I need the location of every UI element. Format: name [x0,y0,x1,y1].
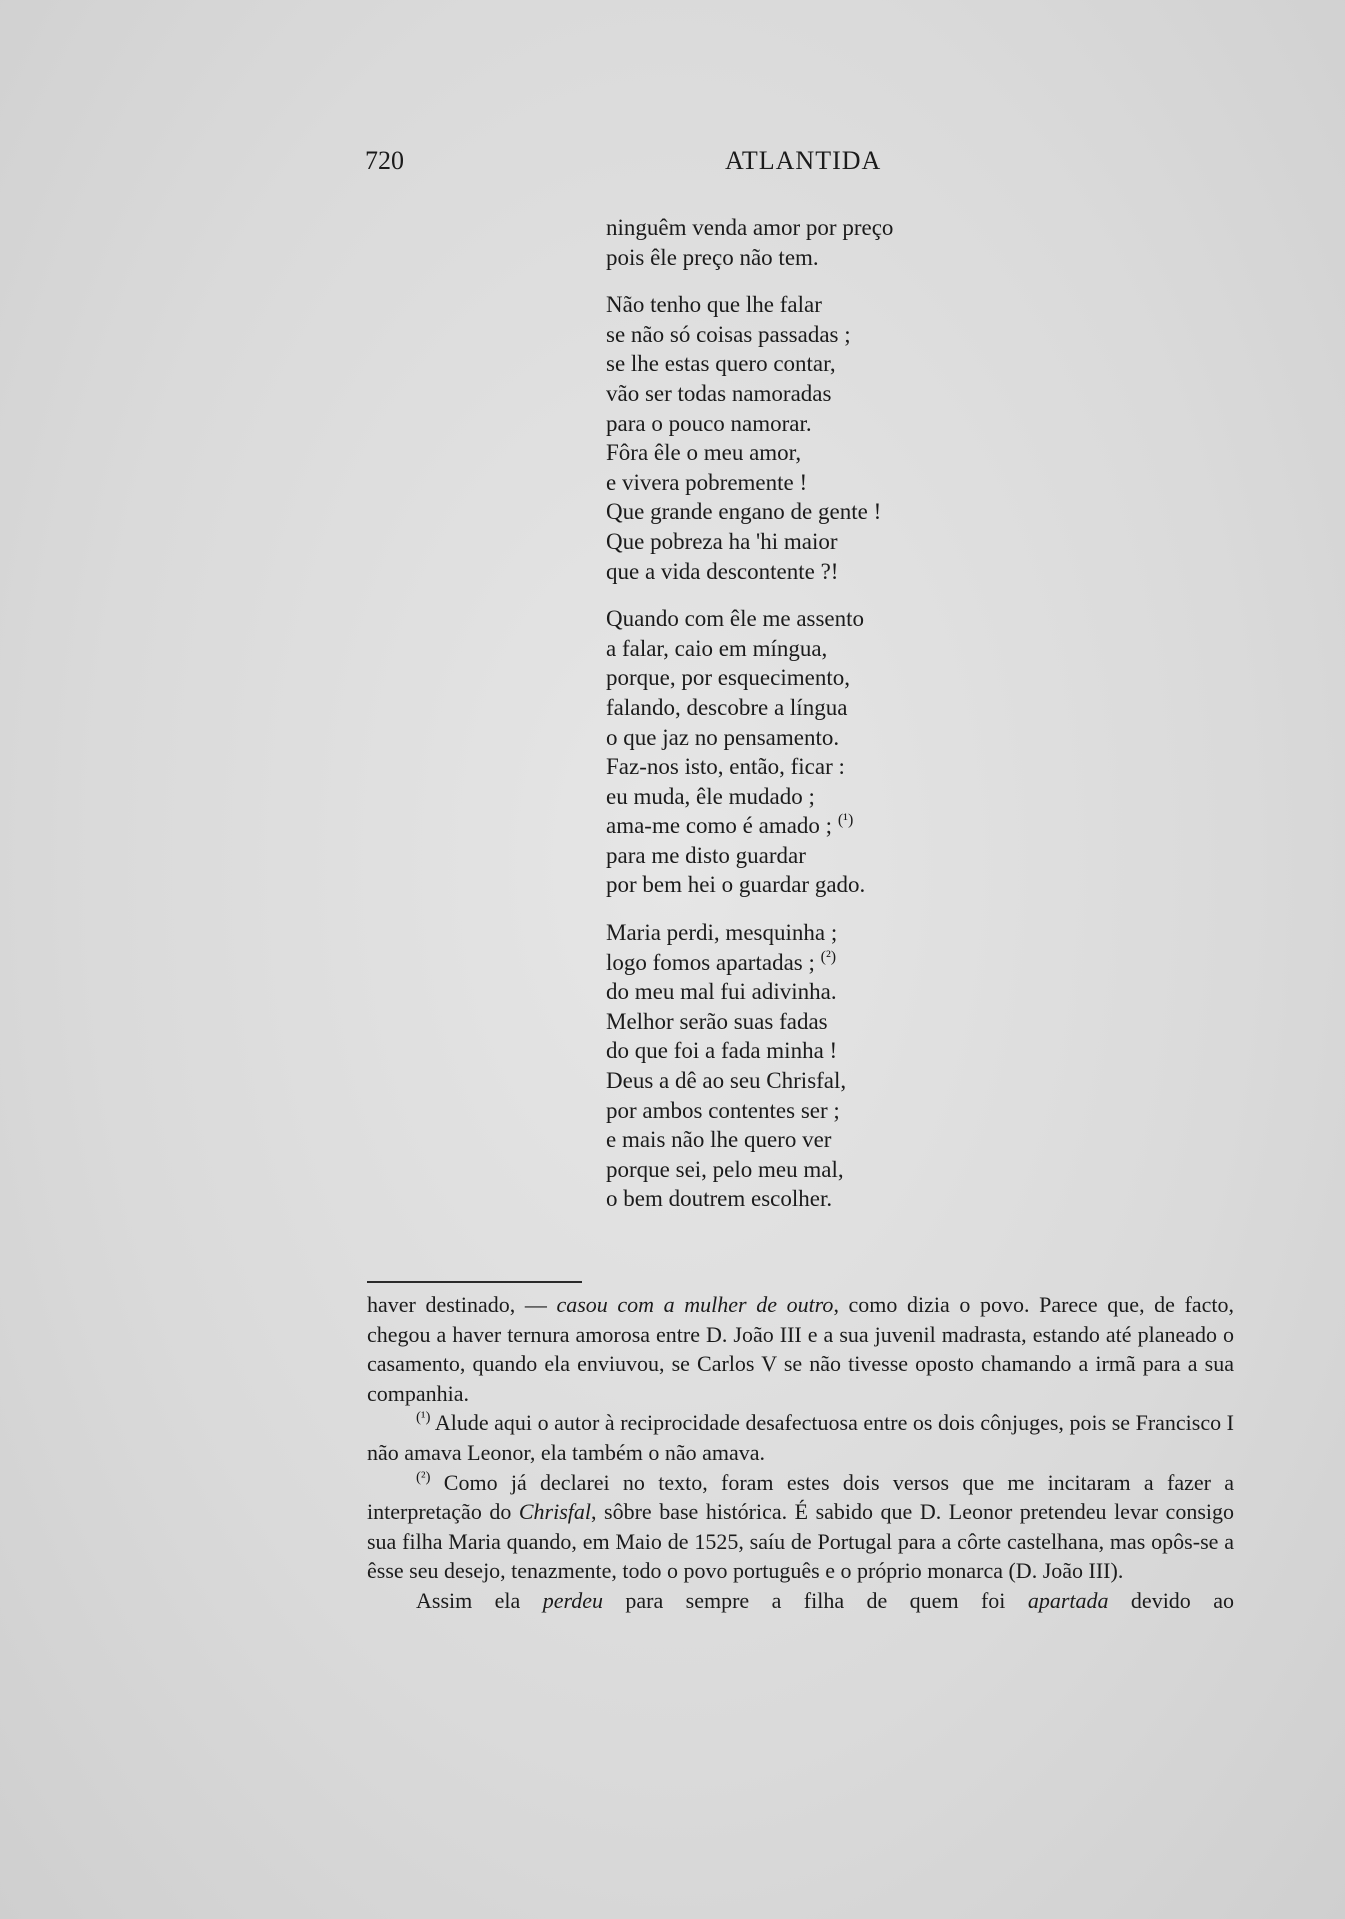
verse: Que pobreza ha 'hi maior [606,528,838,554]
footnote-text: haver destinado, — [367,1292,557,1317]
verse: o bem doutrem escolher. [606,1186,833,1212]
footnote-1 [367,1408,1234,1467]
stanza [606,918,1026,1214]
verse: Que grande engano de gente ! [606,499,882,525]
footnote-text: , como dizia o povo. Parece que, de facto, chegou a haver ternura amorosa entre D. João III e a sua juvenil madrasta, estando até planeado o casamento, quando ela enviuvou, se Carlos V se não tivesse oposto chamando a irmã para a sua companhia. [367,1292,1235,1406]
footnote-divider [367,1281,582,1283]
verse: eu muda, êle mudado ; [606,783,815,809]
verse: por bem hei o guardar gado. [606,872,866,898]
verse: Não tenho que lhe falar [606,292,822,318]
footnote-text: Como já declarei no texto, foram estes dois versos que me incitaram a fazer a interpretação do [367,1469,1234,1525]
verse-text: logo fomos apartadas ; [606,949,815,975]
verse: se lhe estas quero contar, [606,351,836,377]
verse: porque sei, pelo meu mal, [606,1156,844,1182]
verse: e mais não lhe quero ver [606,1127,832,1153]
stanza [606,290,1026,586]
running-title: ATLANTIDA [725,146,882,175]
footnote-text: para sempre a filha de quem foi [602,1587,1028,1613]
verse-text: ama-me como é amado ; [606,813,833,839]
verse: ninguêm venda amor por preço [606,215,894,240]
stanza [606,213,1026,272]
footnotes [367,1290,1234,1616]
verse: Deus a dê ao seu Chrisfal, [606,1068,847,1094]
verse: pois êle preço não tem. [606,244,819,270]
footnote-emphasis: perdeu [542,1587,603,1613]
verse: o que jaz no pensamento. [606,724,840,750]
verse: vão ser todas namoradas [606,380,832,406]
page-number: 720 [365,146,404,175]
verse: Melhor serão suas fadas [606,1008,828,1034]
verse: que a vida descontente ?! [606,558,839,584]
poem [606,213,1026,1214]
footnote-mark: (²) [416,1469,431,1486]
verse: se não só coisas passadas ; [606,321,851,347]
footnote-text: Alude aqui o autor à reciprocidade desafectuosa entre os dois cônjuges, pois se Francisco I não amava Leonor, ela também o não amava. [367,1410,1234,1465]
verse [606,948,1026,978]
footnote-text: , sôbre base histórica. É sabido que D. Leonor pretendeu levar consigo sua filha Maria quando, em Maio de 1525, saíu de Portugal para a côrte castelhana, mas opôs-se a êsse seu desejo, tenazmente, todo o povo português e o próprio monarca (D. João III). [367,1499,1235,1584]
footnote-ref[interactable]: (¹) [837,811,854,829]
verse: Faz-nos isto, então, ficar : [606,754,845,780]
footnote-continuation [367,1290,1234,1408]
verse: falando, descobre a língua [606,694,848,720]
stanza [606,604,1026,900]
footnote-2 [367,1468,1234,1586]
verse: para me disto guardar [606,842,806,868]
verse: para o pouco namorar. [606,410,812,436]
verse: porque, por esquecimento, [606,665,850,691]
verse: do meu mal fui adivinha. [606,979,837,1005]
footnote-mark: (¹) [416,1410,431,1427]
verse: do que foi a fada minha ! [606,1038,838,1064]
footnote-continued-line [367,1586,1234,1616]
verse: a falar, caio em míngua, [606,635,828,661]
footnote-emphasis: Chrisfal [518,1499,592,1525]
verse: por ambos contentes ser ; [606,1097,840,1123]
page-header [365,146,1235,182]
verse [606,811,1026,841]
footnote-emphasis: casou com a mulher de outro [556,1292,834,1317]
footnote-text: devido ao [1108,1587,1234,1613]
verse: Fôra êle o meu amor, [606,440,802,466]
verse: Quando com êle me assento [606,606,865,632]
footnote-text: Assim ela [416,1587,543,1613]
verse: Maria perdi, mesquinha ; [606,920,838,946]
verse: e vivera pobremente ! [606,469,808,495]
footnote-emphasis: apartada [1027,1587,1109,1613]
footnote-ref[interactable]: (²) [820,948,837,965]
